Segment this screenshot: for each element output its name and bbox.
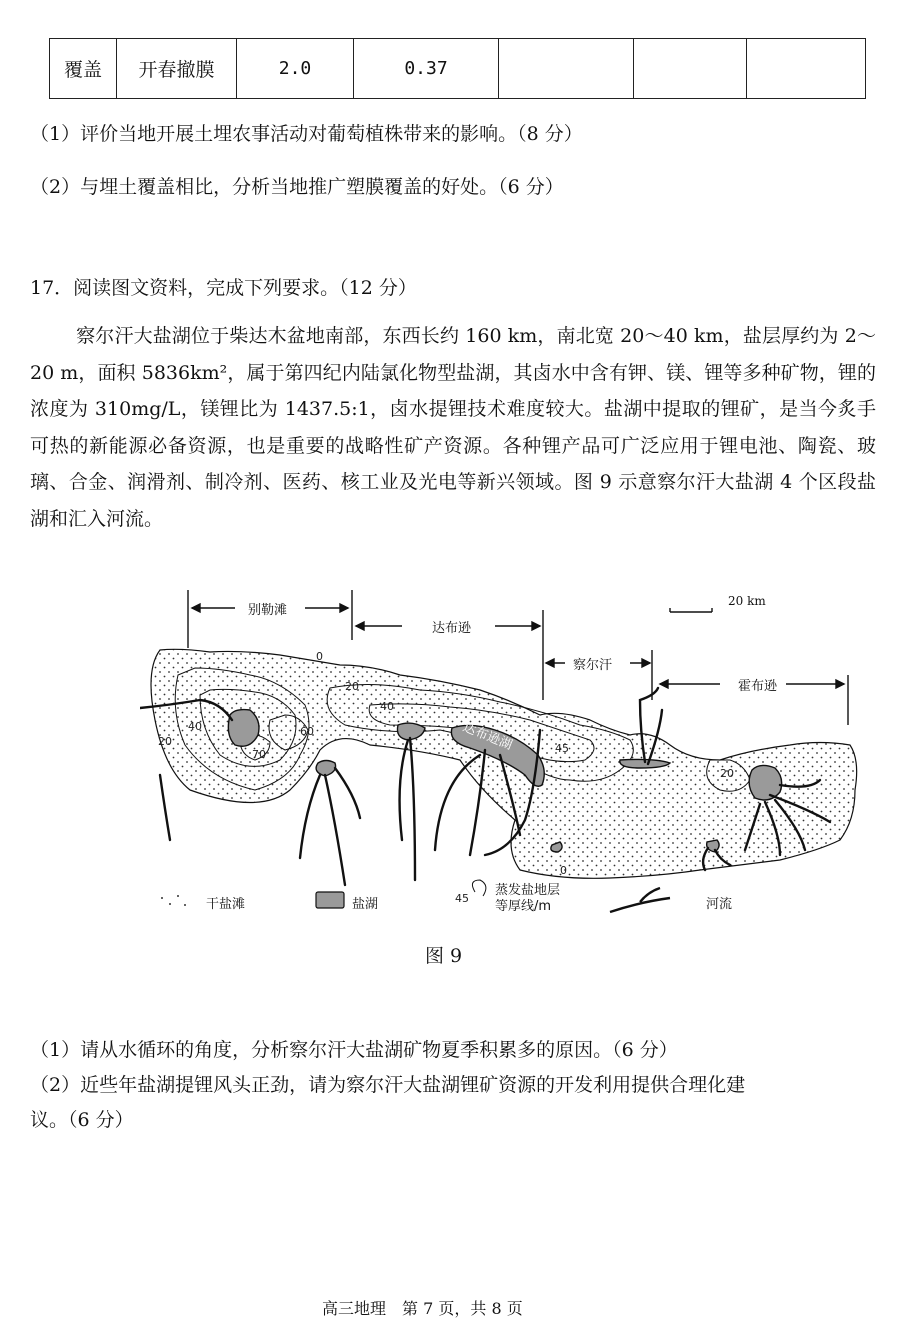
table-cell: 0.37 [354, 39, 499, 99]
salt-lake-small-1 [316, 761, 335, 777]
table-cell: 2.0 [237, 39, 354, 99]
question-16-part-2: （2）与埋土覆盖相比，分析当地推广塑膜覆盖的好处。（6 分） [30, 176, 564, 198]
question-17-paragraph [30, 318, 876, 537]
contour-label: 20 [720, 767, 734, 780]
legend-isopach-value: 45 [455, 892, 469, 905]
contour-label: 0 [316, 650, 323, 663]
question-17-part-2-line-1: （2）近些年盐湖提锂风头正劲，请为察尔汗大盐湖锂矿资源的开发利用提供合理化建 [30, 1074, 746, 1096]
section-chaerhan: 察尔汗 [573, 658, 613, 673]
figure-9-map [140, 580, 890, 940]
legend-isopach-symbol [472, 880, 485, 896]
contour-label: 45 [555, 742, 569, 755]
contour-label: 20 [158, 735, 172, 748]
question-17-part-2-line-2: 议。（6 分） [30, 1109, 134, 1131]
page-footer: 高三地理 第 7 页，共 8 页 [322, 1299, 523, 1318]
contour-label: 40 [380, 700, 394, 713]
table-cell [634, 39, 747, 99]
table-cell: 覆盖 [50, 39, 117, 99]
contour-label: 60 [300, 725, 314, 738]
paragraph-text: 察尔汗大盐湖位于柴达木盆地南部，东西长约 160 km，南北宽 20～40 km，盐层厚约为 2～20 m，面积 5836km²，属于第四纪内陆氯化物型盐湖，其卤水中含有钾、镁、锂等多种矿物，锂的浓度为 310mg/L，镁锂比为 1437.5:1，卤水提锂技术难度较大。盐湖中提取的锂矿，是当今炙手可热的新能源必备资源，也是重要的战略性矿产资源。各种锂产品可广泛应用于锂电池、陶瓷、玻璃、合金、润滑剂、制冷剂、医药、核工业及光电等新兴领域。图 9 示意察尔汗大盐湖 4 个区段盐湖和汇入河流。 [30, 325, 876, 530]
contour-label: 70 [252, 748, 266, 761]
section-huobuxun: 霍布逊 [738, 679, 778, 694]
legend-salt-lake-symbol [316, 892, 344, 908]
question-16-part-1: （1）评价当地开展土埋农事活动对葡萄植株带来的影响。（8 分） [30, 123, 583, 145]
legend-isopach: 蒸发盐地层 等厚线/m [495, 883, 561, 914]
legend-river-symbol [610, 888, 670, 912]
data-table [49, 38, 866, 99]
section-dabuxun: 达布逊 [432, 621, 472, 636]
legend-river: 河流 [706, 897, 733, 912]
table-row [50, 39, 866, 99]
contour-label: 20 [345, 680, 359, 693]
lake-label: 达布逊湖 [460, 719, 515, 754]
table-cell [747, 39, 866, 99]
table-cell [499, 39, 634, 99]
figure-caption: 图 9 [425, 945, 463, 967]
contour-label: 40 [188, 720, 202, 733]
section-bieletan: 别勒滩 [248, 603, 288, 618]
question-17-title: 17．阅读图文资料，完成下列要求。（12 分） [30, 277, 417, 299]
salt-lake-huobuxun [749, 765, 782, 800]
table-cell: 开春撤膜 [117, 39, 237, 99]
legend-dry-flat-symbol [161, 895, 186, 906]
contour-label: 0 [560, 864, 567, 877]
legend-dry-flat: 干盐滩 [206, 897, 246, 912]
question-17-part-1: （1）请从水循环的角度，分析察尔汗大盐湖矿物夏季积累多的原因。（6 分） [30, 1039, 678, 1061]
legend-salt-lake: 盐湖 [352, 897, 379, 912]
scale-label: 20 km [728, 594, 766, 608]
salt-lake-bieletan [228, 710, 259, 747]
